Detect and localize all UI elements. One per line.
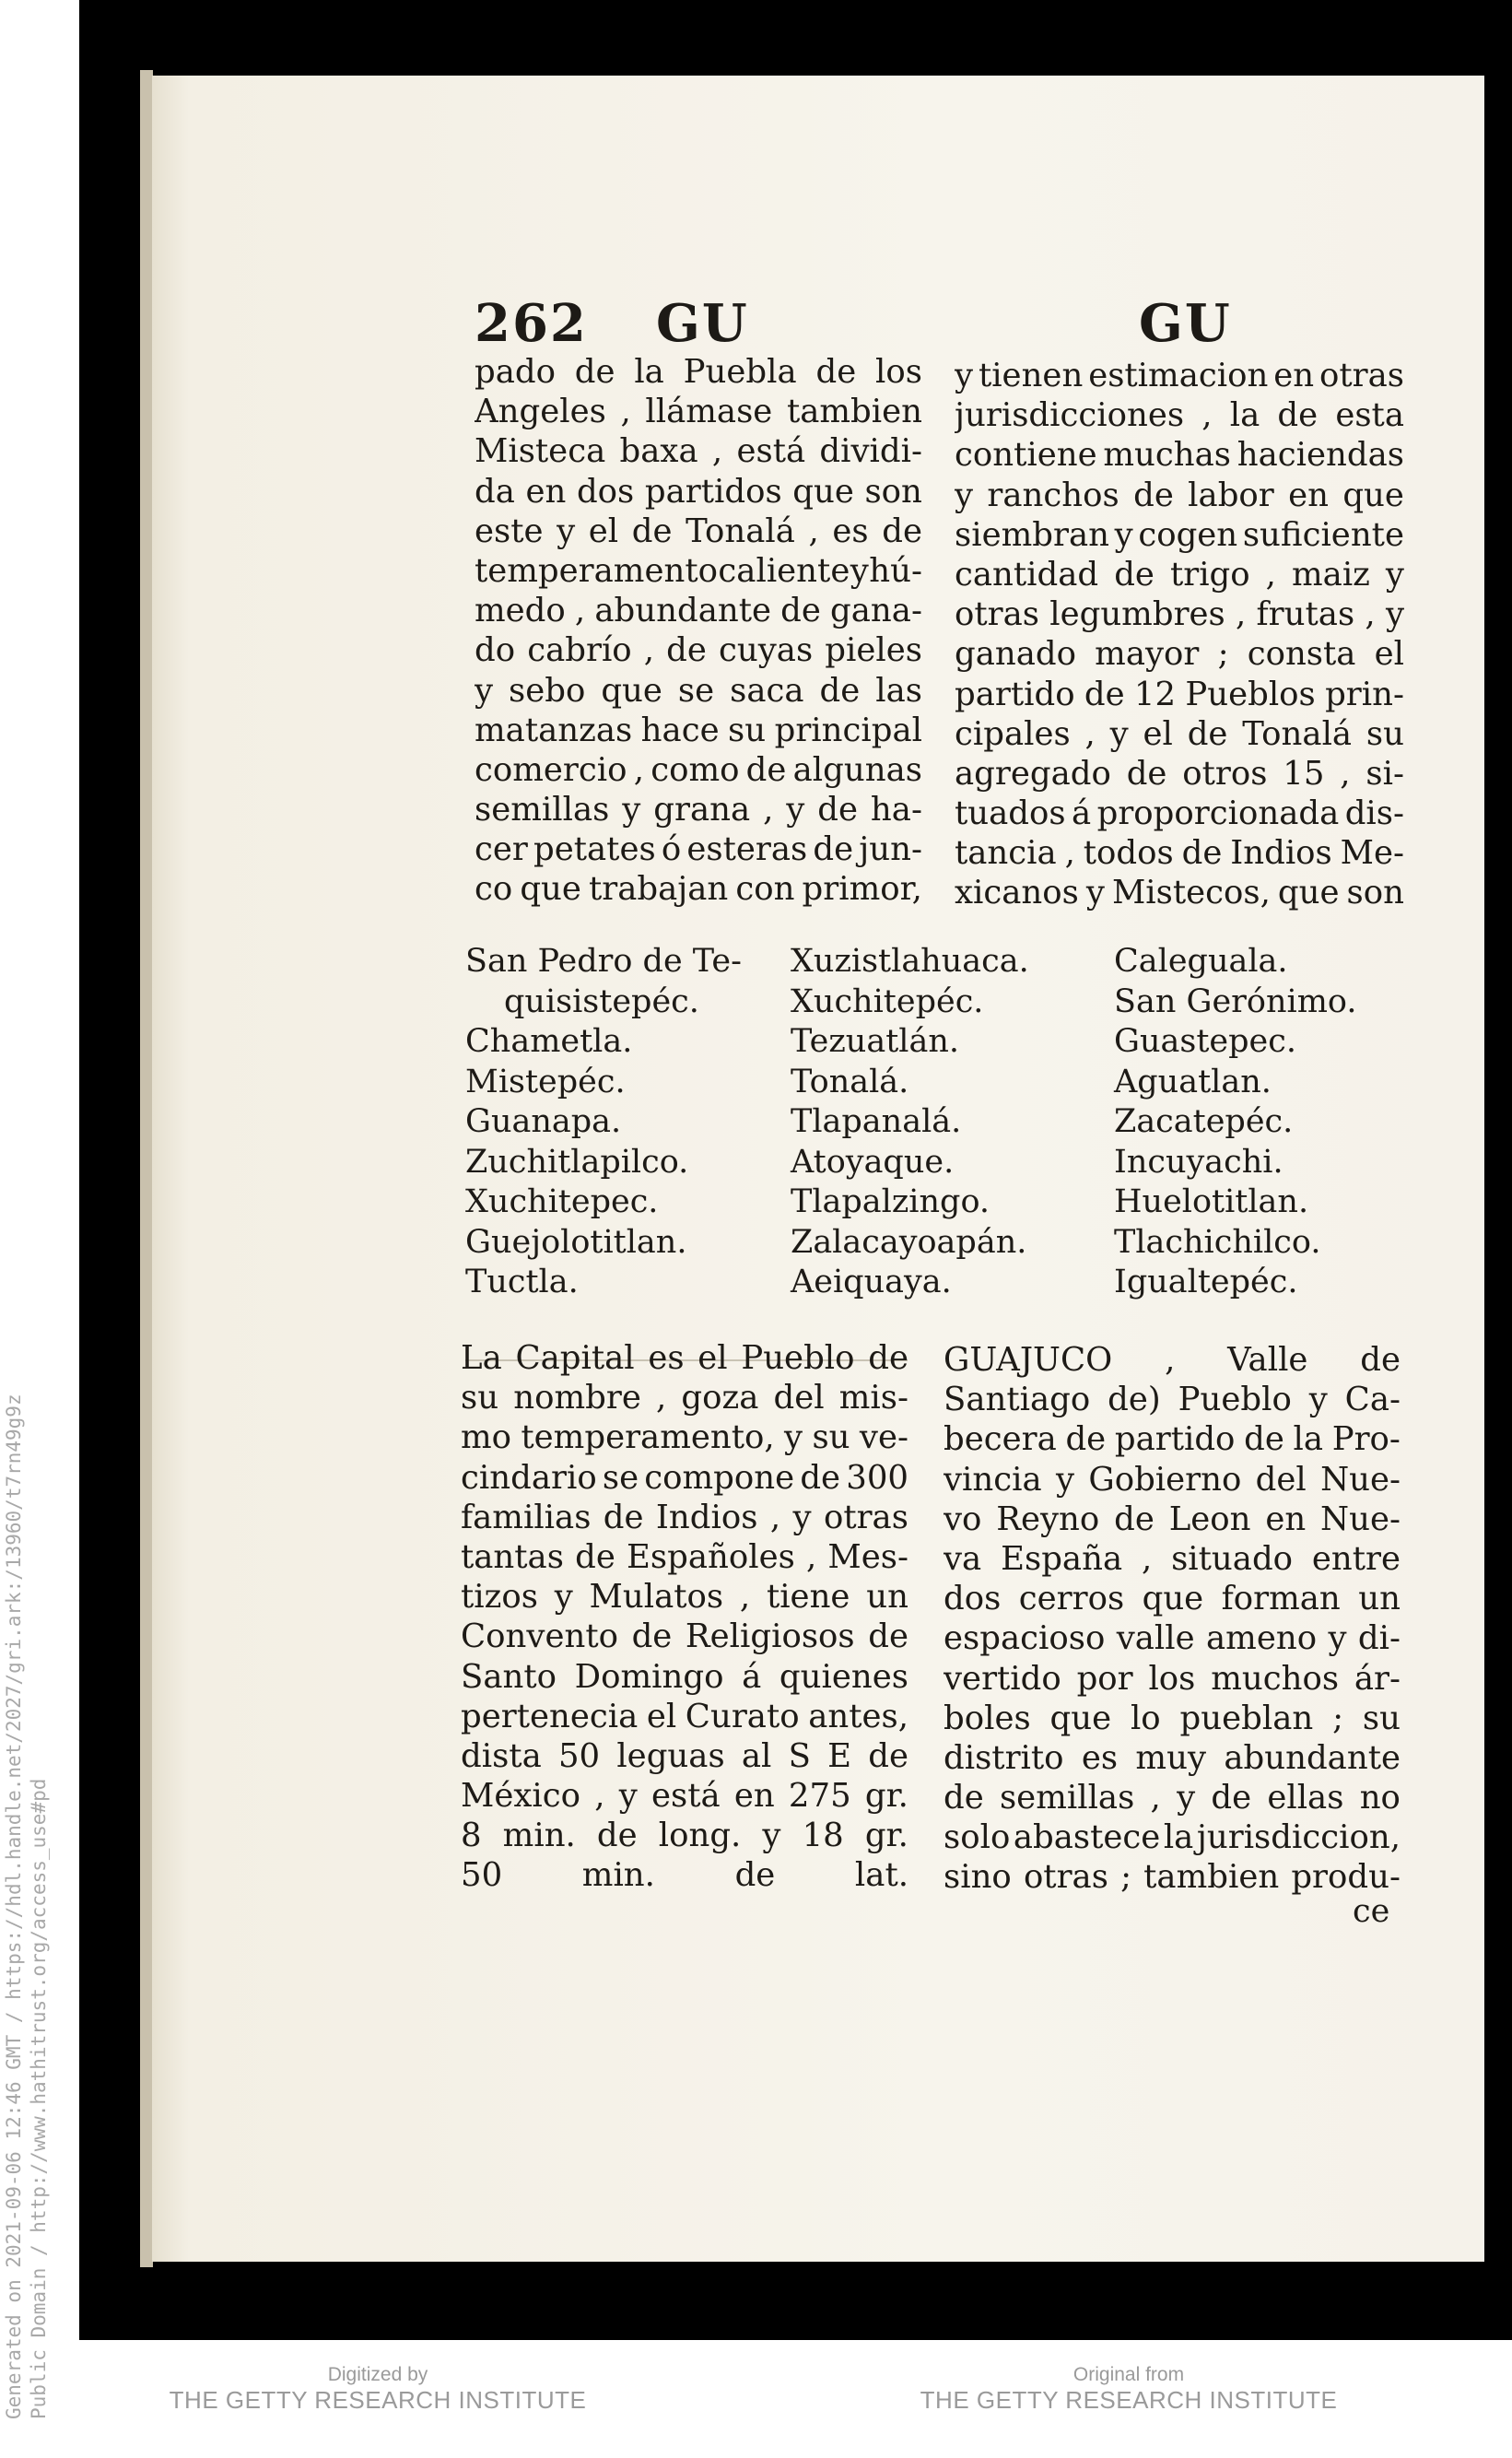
text-line: vincia y Gobierno del Nue- <box>944 1460 1401 1499</box>
text-line: matanzas hace su principal <box>475 711 922 749</box>
text-line: tizos y Mulatos , tiene un <box>461 1578 908 1617</box>
text-line: vertido por los muchos ár- <box>944 1659 1401 1698</box>
text-line: sino otras ; tambien produ- <box>944 1858 1401 1897</box>
text-line: medo , abundante de gana- <box>475 592 922 630</box>
right-column-bottom-text <box>944 1340 1401 1898</box>
page-number: 262 <box>475 293 588 354</box>
text-line: familias de Indios , y otras <box>461 1498 908 1536</box>
page-edge <box>140 70 153 2267</box>
pueblo-item: Tezuatlán. <box>791 1023 959 1060</box>
catchword: ce <box>1353 1893 1390 1930</box>
text-line: dista 50 leguas al S E de <box>461 1736 908 1775</box>
footer-digitized-institute: THE GETTY RESEARCH INSTITUTE <box>169 2386 587 2414</box>
text-line: becera de partido de la Pro- <box>944 1420 1401 1459</box>
text-line: boles que lo pueblan ; su <box>944 1699 1401 1737</box>
left-column-bottom-text <box>461 1338 908 1896</box>
text-line: da en dos partidos que son <box>475 472 922 511</box>
text-line: 50 min. de lat. <box>461 1856 908 1895</box>
text-line: jurisdicciones , la de esta <box>955 396 1404 435</box>
text-line: Convento de Religiosos de <box>461 1617 908 1656</box>
pueblo-item: Xuchitepec. <box>465 1183 659 1220</box>
pueblo-item: Xuchitepéc. <box>791 982 984 1020</box>
pueblo-item: Caleguala. <box>1114 943 1288 980</box>
text-line: siembran y cogen suficiente <box>955 515 1404 554</box>
footer-digitized-label: Digitized by <box>327 2364 428 2385</box>
text-line: tancia , todos de Indios Me- <box>955 834 1404 873</box>
text-line: y tienen estimacion en otras <box>955 357 1404 394</box>
text-line: vo Reyno de Leon en Nue- <box>944 1499 1401 1538</box>
pueblo-item: Tuctla. <box>465 1264 579 1300</box>
text-line: GUAJUCO , Valle de <box>944 1341 1401 1379</box>
text-line: 8 min. de long. y 18 gr. <box>461 1817 908 1855</box>
footer-digitized-by <box>166 2364 590 2415</box>
pueblo-item: quisistepéc. <box>504 982 699 1020</box>
text-line: espacioso valle ameno y di- <box>944 1619 1401 1658</box>
text-line: tantas de Españoles , Mes- <box>461 1537 908 1576</box>
text-line: y ranchos de labor en que <box>955 476 1404 514</box>
pueblos-list-col-3 <box>1114 942 1357 1303</box>
pueblo-item: Aeiquaya. <box>791 1264 952 1300</box>
left-running-head: GU <box>656 293 749 354</box>
text-line: cindario se compone de 300 <box>461 1458 908 1497</box>
hathitrust-stamp <box>2 1194 66 2419</box>
text-line: comercio , como de algunas <box>475 750 922 789</box>
text-line: pado de la Puebla de los <box>475 353 922 391</box>
text-line: partido de 12 Pueblos prin- <box>955 675 1404 713</box>
text-line: contiene muchas haciendas <box>955 436 1404 475</box>
text-line: temperamento caliente y hú- <box>475 551 922 590</box>
pueblo-item: Tonalá. <box>791 1063 909 1100</box>
text-line: su nombre , goza del mis- <box>461 1379 908 1417</box>
text-line: cipales , y el de Tonalá su <box>955 714 1404 753</box>
text-line: do cabrío , de cuyas pieles <box>475 631 922 670</box>
pueblo-item: Atoyaque. <box>791 1143 955 1181</box>
text-line: La Capital es el Pueblo de <box>461 1339 908 1377</box>
text-line: tuados á proporcionada dis- <box>955 794 1404 833</box>
pueblo-item: Zuchitlapilco. <box>465 1143 689 1181</box>
text-line: va España , situado entre <box>944 1539 1401 1578</box>
text-line: cantidad de trigo , maiz y <box>955 555 1404 594</box>
pueblos-list-col-2 <box>791 942 1029 1303</box>
text-line: pertenecia el Curato antes, <box>461 1697 908 1735</box>
text-line: de semillas , y de ellas no <box>944 1779 1401 1817</box>
footer-original-institute: THE GETTY RESEARCH INSTITUTE <box>920 2386 1338 2414</box>
text-line: México , y está en 275 gr. <box>461 1777 908 1816</box>
pueblo-item: Incuyachi. <box>1114 1143 1283 1181</box>
pueblo-item: Zalacayoapán. <box>791 1223 1027 1261</box>
left-column-top-text <box>475 352 922 910</box>
text-line: solo abastece la jurisdiccion, <box>944 1818 1401 1857</box>
pueblo-item: Guastepec. <box>1114 1023 1296 1060</box>
pueblo-item: Guejolotitlan. <box>465 1223 687 1261</box>
pueblo-item: Igualtepéc. <box>1114 1264 1298 1300</box>
text-line: semillas y grana , y de ha- <box>475 791 922 829</box>
text-line: y sebo que se saca de las <box>475 671 922 710</box>
pueblo-item: Tlapalzingo. <box>791 1183 990 1220</box>
text-line: xicanos y Mistecos, que son <box>955 874 1404 912</box>
text-line: dos cerros que forman un <box>944 1580 1401 1618</box>
text-line: Angeles , llámase tambien <box>475 393 922 431</box>
text-line: Misteca baxa , está dividi- <box>475 432 922 471</box>
pueblo-item: Tlapanalá. <box>791 1103 962 1140</box>
text-line: cer petates ó esteras de jun- <box>475 830 922 869</box>
pueblo-item: San Gerónimo. <box>1114 982 1357 1020</box>
pueblo-item: Xuzistlahuaca. <box>791 943 1029 980</box>
text-line: otras legumbres , frutas , y <box>955 595 1404 634</box>
pueblos-list-col-1 <box>465 942 742 1303</box>
text-line: Santiago de) Pueblo y Ca- <box>944 1381 1401 1419</box>
right-column-top-text <box>955 356 1404 913</box>
stamp-line-1: Generated on 2021-09-06 12:46 GMT / https://hdl.handle.net/2027/gri.ark:/13960/t7rn49g9z <box>3 1394 25 2419</box>
pueblo-item: Aguatlan. <box>1114 1063 1272 1100</box>
pueblo-item: Mistepéc. <box>465 1063 626 1100</box>
stamp-line-2: Public Domain / http://www.hathitrust.org/access_use#pd <box>28 1778 50 2419</box>
text-line: distrito es muy abundante <box>944 1738 1401 1777</box>
pueblo-item: Huelotitlan. <box>1114 1183 1309 1220</box>
pueblo-item: Tlachichilco. <box>1114 1223 1321 1261</box>
text-line: mo temperamento, y su ve- <box>461 1418 908 1457</box>
text-line: agregado de otros 15 , si- <box>955 754 1404 793</box>
text-line: ganado mayor ; consta el <box>955 635 1404 674</box>
footer-original-label: Original from <box>1072 2364 1185 2385</box>
pueblo-item: Chametla. <box>465 1023 633 1060</box>
text-line: este y el de Tonalá , es de <box>475 512 922 550</box>
right-running-head: GU <box>1139 293 1232 354</box>
pueblo-item: San Pedro de Te- <box>465 943 742 980</box>
text-line: Santo Domingo á quienes <box>461 1657 908 1696</box>
pueblo-item: Guanapa. <box>465 1103 622 1140</box>
footer-original-from <box>917 2364 1341 2415</box>
pueblo-item: Zacatepéc. <box>1114 1103 1294 1140</box>
text-line: co que trabajan con primor, <box>475 870 922 909</box>
